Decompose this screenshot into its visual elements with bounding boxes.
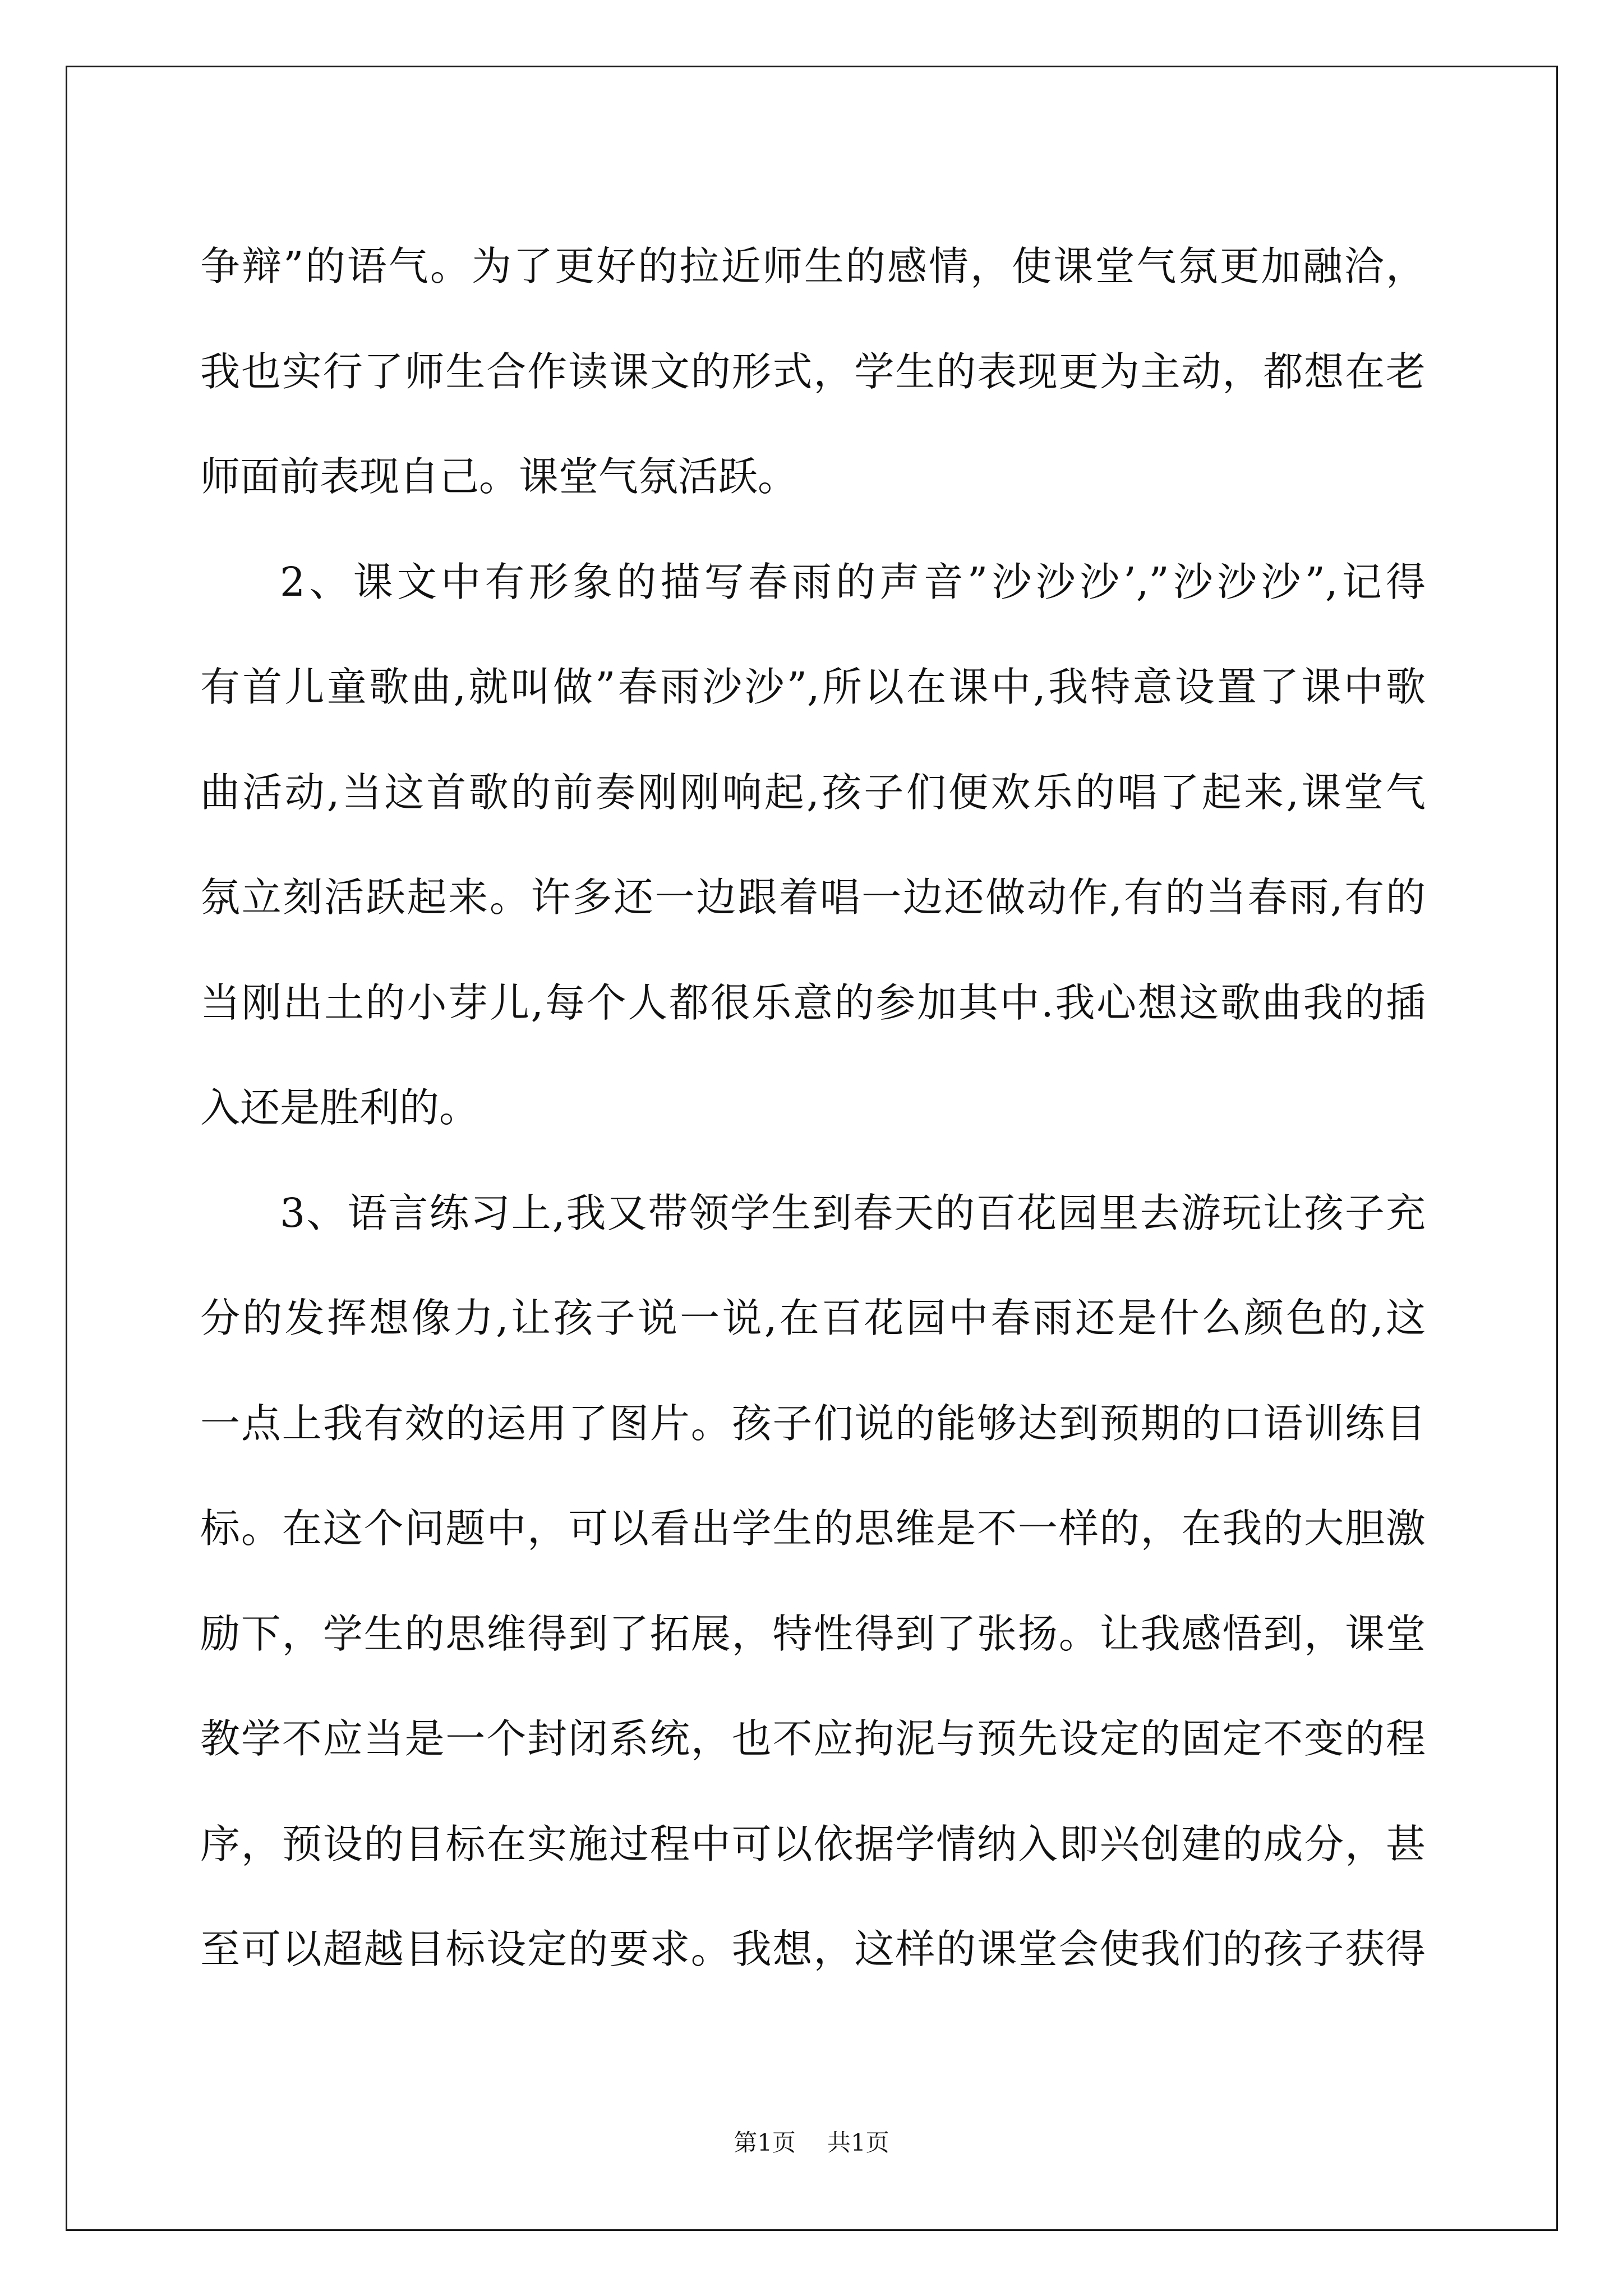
page-total: 共1页 [827,2129,889,2156]
text-line: 争辩”的语气。为了更好的拉近师生的感情，使课堂气氛更加融洽， [200,243,1426,289]
text-line: 序，预设的目标在实施过程中可以依据学情纳入即兴创建的成分，甚 [200,1820,1426,1867]
text-line: 至可以超越目标设定的要求。我想，这样的课堂会使我们的孩子获得 [200,1926,1426,1972]
text-line: 3、语言练习上,我又带领学生到春天的百花园里去游玩让孩子充 [280,1189,1426,1236]
text-line: 师面前表现自己。课堂气氛活跃。 [200,453,798,500]
text-line: 当刚出土的小芽儿,每个人都很乐意的参加其中.我心想这歌曲我的插 [200,979,1426,1026]
text-line: 有首儿童歌曲,就叫做”春雨沙沙”,所以在课中,我特意设置了课中歌 [200,664,1426,710]
page-number: 第1页 [734,2129,796,2156]
text-line: 我也实行了师生合作读课文的形式，学生的表现更为主动，都想在老 [200,348,1426,395]
text-line: 教学不应当是一个封闭系统，也不应拘泥与预先设定的固定不变的程 [200,1715,1426,1762]
text-line: 标。在这个问题中，可以看出学生的思维是不一样的，在我的大胆激 [200,1505,1426,1552]
page-footer [0,2129,1623,2157]
paragraph-2 [200,530,1426,1161]
text-line: 氛立刻活跃起来。许多还一边跟着唱一边还做动作,有的当春雨,有的 [200,874,1426,921]
text-line: 2、课文中有形象的描写春雨的声音”沙沙沙’,”沙沙沙”,记得 [280,558,1426,605]
body-text [200,214,1426,2002]
paragraph-3 [200,1161,1426,2002]
text-line: 一点上我有效的运用了图片。孩子们说的能够达到预期的口语训练目 [200,1400,1426,1447]
text-line: 入还是胜利的。 [200,1084,479,1131]
paragraph-1 [200,214,1426,530]
text-line: 励下，学生的思维得到了拓展，特性得到了张扬。让我感悟到，课堂 [200,1610,1426,1657]
text-line: 分的发挥想像力,让孩子说一说,在百花园中春雨还是什么颜色的,这 [200,1295,1426,1341]
text-line: 曲活动,当这首歌的前奏刚刚响起,孩子们便欢乐的唱了起来,课堂气 [200,769,1426,816]
